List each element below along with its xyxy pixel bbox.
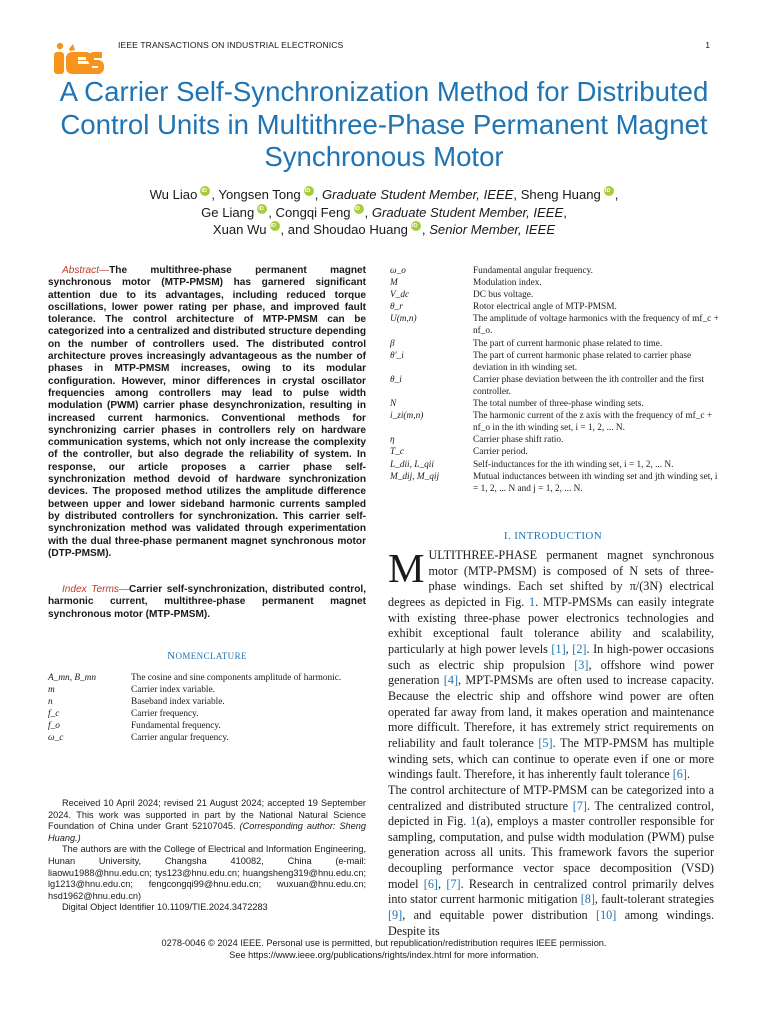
nomenclature-row	[390, 265, 720, 277]
orcid-icon[interactable]	[304, 186, 314, 196]
nomenclature-row	[390, 313, 720, 337]
citation-link[interactable]: [10]	[596, 908, 617, 923]
nomenclature-description: The part of current harmonic phase related to carrier phase deviation in ith winding set.	[473, 350, 692, 373]
nomenclature-row	[390, 277, 720, 289]
nomenclature-row	[390, 471, 720, 495]
footnote	[48, 798, 366, 914]
nomenclature-description: The part of current harmonic phase related to time.	[473, 338, 663, 349]
nomenclature-row	[48, 708, 366, 720]
abstract-label: Abstract—	[62, 265, 110, 276]
paper-title: A Carrier Self-Synchronization Method for Distributed Control Units in Multithree-Phase Permanent Magnet Synchronous Motor	[59, 76, 709, 172]
nomenclature-symbol: A_mn, B_mn	[48, 673, 97, 683]
nomenclature-symbol: M_dij, M_qij	[390, 471, 440, 482]
nomenclature-heading: NOMENCLATURE	[167, 650, 247, 662]
nomenclature-symbol: f_c	[48, 709, 60, 720]
nomenclature-list-right	[390, 265, 720, 495]
figure-link[interactable]: 1	[470, 814, 477, 829]
orcid-icon[interactable]	[411, 221, 421, 231]
nomenclature-description: DC bus voltage.	[473, 290, 534, 301]
nomenclature-row	[48, 672, 366, 684]
citation-link[interactable]: [6]	[672, 767, 687, 782]
nomenclature-symbol: N	[390, 399, 397, 410]
nomenclature-symbol: M	[390, 278, 398, 289]
index-terms-label: Index Terms—	[62, 584, 130, 595]
ies-logo	[48, 40, 104, 78]
nomenclature-row	[390, 446, 720, 458]
nomenclature-description: The cosine and sine components amplitude of harmonic.	[131, 673, 342, 683]
nomenclature-description: Carrier phase deviation between the ith controller and the first controller.	[473, 374, 705, 397]
corresponding-author: (Corresponding author: Sheng Huang.)	[48, 821, 366, 843]
author-name: Sheng Huang	[520, 187, 601, 202]
author-name: and Shoudao Huang	[287, 222, 408, 238]
orcid-icon[interactable]	[200, 186, 210, 196]
nomenclature-symbol: i_zi(m,n)	[390, 411, 424, 422]
nomenclature-description: Baseband index variable.	[131, 697, 225, 708]
intro-paragraph: The control architecture of MTP-PMSM can be categorized into a centralized and distributed structure [7]. The centralized control, depicted in Fig. 1(a), employs a master controller responsible for sampling, computation, and pulse width modulation (PWM) pulse generation across all units. This framework favors the superior decoupling performance vector space decomposition (VSD) model [6], [7]. Research in centralized control primarily delves into stator current harmonic mitigation [8], fault-tolerant strategies [9], and equitable power distribution [10] among windings. Despite its	[388, 782, 715, 938]
doi: Digital Object Identifier 10.1109/TIE.2024.3472283	[62, 902, 268, 913]
received-dates: Received 10 April 2024; revised 21 August 2024; accepted 19 September 2024. This work was supported in part by the National Natural Science Foundation of China under Grant 52107045.	[48, 798, 366, 832]
nomenclature-row	[390, 434, 720, 446]
nomenclature-symbol: θ_r	[390, 302, 403, 313]
nomenclature-symbol: f_o	[48, 721, 60, 732]
drop-cap: M	[388, 545, 425, 591]
introduction-body	[388, 545, 715, 939]
author-list: Wu LiaoiD , Yongsen TongiD , Graduate Student Member, IEEE, Sheng HuangiD , Ge LiangiD , Congqi FengiD , Graduate Student Member, IEEE, Xuan WuiD , and Shoudao HuangiD , Senior Member, IEEE	[40, 186, 728, 239]
abstract	[48, 265, 366, 560]
author-role: Graduate Student Member, IEEE	[371, 204, 564, 220]
nomenclature-row	[390, 289, 720, 301]
introduction-heading: I. INTRODUCTION	[503, 530, 603, 542]
nomenclature-symbol: T_c	[390, 447, 404, 458]
nomenclature-symbol: m	[48, 685, 55, 696]
orcid-icon[interactable]	[604, 186, 614, 196]
nomenclature-symbol: U(m,n)	[390, 314, 417, 325]
citation-link[interactable]: [3]	[574, 657, 589, 672]
nomenclature-symbol: η	[390, 435, 395, 446]
intro-paragraph: MULTITHREE-PHASE permanent magnet synchronous motor (MTP-PMSM) is composed of N sets of three-phase windings. Each set shifted by π/(3N) electrical degrees as depicted in Fig. 1. MTP-PMSMs can easily integrate with existing three-phase power electronics technologies and exhibit exceptional fault tolerance ability and scalability, particularly at high power levels [1], [2]. In high-power occasions such as electric ship propulsion [3], offshore wind power generation [4], MPT-PMSMs are often used to increase capacity. Because the electric ship and offshore wind power are often operated far away from land, it makes operation and maintenance more difficult. Therefore, it has extremely strict requirements on reliability and fault tolerance [5]. The MTP-PMSM has multiple winding sets, which can continue to operate even if one or more windings fault. Therefore, it has inherently fault tolerance [6].	[388, 545, 715, 782]
nomenclature-row	[48, 696, 366, 708]
author-name: Wu Liao	[149, 187, 198, 202]
nomenclature-description: Mutual inductances between ith winding set and jth winding set, i = 1, 2, ... N and j = 1, 2, ... N.	[473, 471, 718, 494]
page-number: 1	[705, 40, 710, 50]
copyright-line: 0278-0046 © 2024 IEEE. Personal use is permitted, but republication/redistribution requires IEEE permission.	[161, 938, 607, 948]
nomenclature-description: Carrier period.	[473, 447, 528, 458]
nomenclature-symbol: V_dc	[390, 290, 410, 301]
index-terms	[48, 584, 366, 621]
nomenclature-description: Carrier frequency.	[131, 709, 199, 720]
citation-link[interactable]: [2]	[572, 641, 587, 656]
nomenclature-symbol: ω_c	[48, 733, 64, 744]
nomenclature-row	[390, 410, 720, 434]
figure-link[interactable]: 1	[528, 594, 536, 609]
nomenclature-row	[390, 301, 720, 313]
nomenclature-row	[390, 459, 720, 471]
author-role: Graduate Student Member, IEEE	[322, 187, 514, 202]
nomenclature-description: The amplitude of voltage harmonics with the frequency of mf_c + nf_o.	[473, 314, 719, 337]
nomenclature-description: The harmonic current of the z axis with the frequency of mf_c + nf_o in the ith winding set, i = 1, 2, ... N.	[473, 411, 713, 434]
citation-link[interactable]: [6]	[423, 876, 438, 891]
citation-link[interactable]: [8]	[580, 892, 595, 907]
citation-link[interactable]: [4]	[443, 673, 459, 688]
nomenclature-row	[48, 684, 366, 696]
affiliation: The authors are with the College of Electrical and Information Engineering, Hunan University, Changsha 410082, China (e-mail: liaowu1988@hnu.edu.cn; tys123@hnu.edu.cn; huangsheng319@hnu.edu.cn; lg1213@hnu.edu.cn; fengcongqi99@hnu.edu.cn; wuxuan@hnu.edu.cn; hsd1962@hnu.edu.cn)	[48, 844, 366, 901]
nomenclature-list-left	[48, 672, 366, 745]
abstract-text: The multithree-phase permanent magnet synchronous motor (MTP-PMSM) has garnered significant attention due to its advantages, including reduced torque oscillations, lower power rating per phase, and improved fault tolerance. The control architecture of MTP-PMSM can be categorized into a centralized and distributed structure depending on the number of controllers used. The distributed control architecture proves increasingly advantageous as the number of phases in MTP-PMSM increases, owing to its modular configuration. However, minor differences in crystal oscillator frequencies among controllers may lead to pulse width modulation (PWM) carrier phase desynchronization, resulting in increased current harmonics. Conventional methods for synchronizing carrier phases in controllers rely on hardware communication systems, which not only increase the complexity of the controller, but also degrade the reliability of system. In response, our article proposes a carrier phase self-synchronization method devoid of hardware synchronization devices. The proposed method utilizes the amplitude difference between upper and lower sideband harmonic currents sampled by distributed controllers for synchronization. This carrier self-synchronization method was validated through experimentation with the dual three-phase permanent magnet synchronous motor (DTP-PMSM).	[48, 265, 366, 559]
orcid-icon[interactable]	[257, 204, 267, 214]
orcid-icon[interactable]	[354, 204, 364, 214]
nomenclature-description: Carrier phase shift ratio.	[473, 435, 564, 446]
citation-link[interactable]: [7]	[572, 798, 587, 813]
nomenclature-description: The total number of three-phase winding sets.	[473, 399, 644, 410]
author-name: Xuan Wu	[212, 222, 267, 238]
nomenclature-row	[390, 350, 720, 374]
copyright-notice	[40, 938, 728, 961]
nomenclature-row	[390, 398, 720, 410]
author-name: Congqi Feng	[275, 204, 351, 220]
nomenclature-description: Fundamental frequency.	[131, 721, 221, 732]
nomenclature-row	[48, 720, 366, 732]
nomenclature-row	[390, 338, 720, 350]
index-terms-text: Carrier self-synchronization, distributed control, harmonic current, multithree-phase permanent magnet synchronous motor (MTP-PMSM).	[48, 584, 366, 620]
nomenclature-row	[390, 374, 720, 398]
nomenclature-symbol: ω_o	[390, 266, 406, 276]
citation-link[interactable]: [7]	[446, 876, 461, 891]
nomenclature-description: Rotor electrical angle of MTP-PMSM.	[473, 302, 617, 313]
nomenclature-symbol: n	[48, 697, 53, 708]
citation-link[interactable]: [9]	[388, 908, 403, 923]
citation-link[interactable]: [5]	[538, 735, 553, 750]
rights-link[interactable]: See https://www.ieee.org/publications/rights/index.html for more information.	[229, 949, 539, 960]
nomenclature-symbol: θ'_i	[390, 350, 404, 361]
citation-link[interactable]: [1]	[551, 641, 566, 656]
nomenclature-description: Carrier index variable.	[131, 685, 215, 696]
author-role: Senior Member, IEEE	[429, 222, 556, 238]
nomenclature-symbol: θ_i	[390, 374, 402, 385]
nomenclature-description: Fundamental angular frequency.	[473, 266, 593, 276]
orcid-icon[interactable]	[270, 221, 280, 231]
nomenclature-row	[48, 732, 366, 744]
author-name: Ge Liang	[201, 204, 255, 220]
nomenclature-description: Carrier angular frequency.	[131, 733, 229, 744]
author-name: Yongsen Tong	[218, 187, 301, 202]
nomenclature-description: Modulation index.	[473, 278, 542, 289]
nomenclature-symbol: β	[390, 338, 395, 349]
nomenclature-symbol: L_dii, L_qii	[390, 459, 434, 470]
nomenclature-description: Self-inductances for the ith winding set, i = 1, 2, ... N.	[473, 459, 674, 470]
journal-name: IEEE TRANSACTIONS ON INDUSTRIAL ELECTRONICS	[118, 40, 344, 50]
